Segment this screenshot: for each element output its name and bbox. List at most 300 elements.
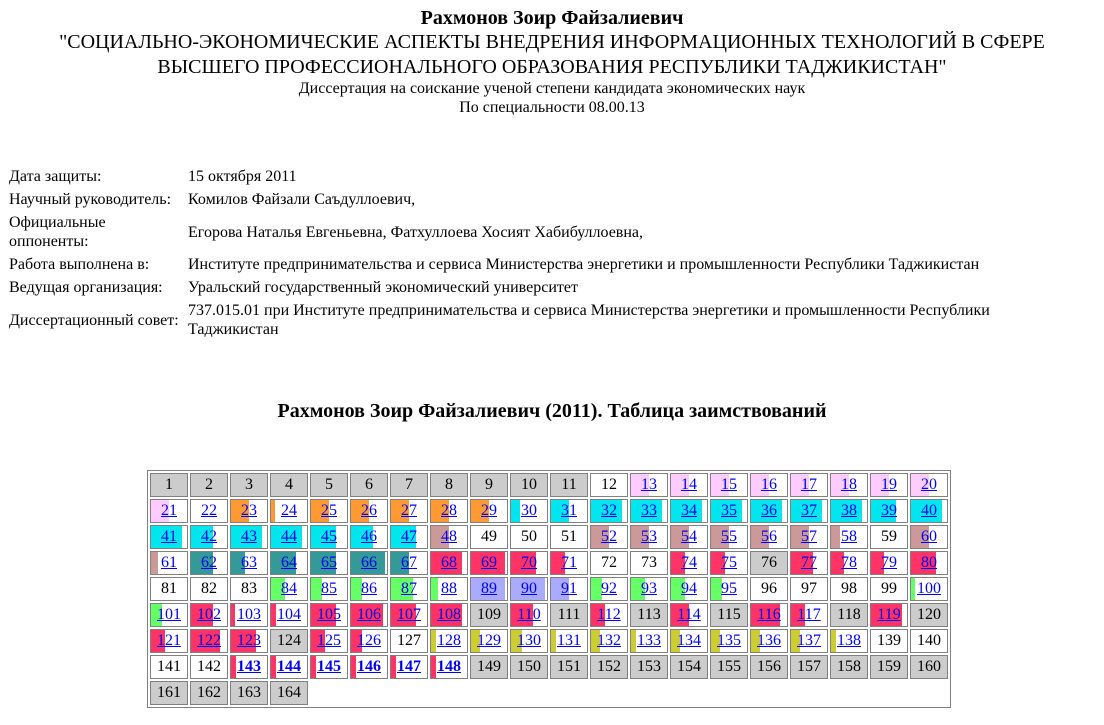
grid-cell[interactable] xyxy=(230,525,268,549)
grid-cell[interactable] xyxy=(390,655,428,679)
grid-cell[interactable] xyxy=(470,551,508,575)
page-link[interactable]: 102 xyxy=(197,606,221,623)
page-link[interactable]: 117 xyxy=(797,606,821,623)
page-link[interactable]: 86 xyxy=(361,580,377,597)
grid-cell[interactable] xyxy=(670,525,708,549)
page-link[interactable]: 39 xyxy=(881,502,897,519)
grid-cell[interactable] xyxy=(270,577,308,601)
page-link[interactable]: 68 xyxy=(441,554,457,571)
grid-cell[interactable] xyxy=(390,603,428,627)
info-label: Работа выполнена в: xyxy=(9,256,150,273)
page-link[interactable]: 95 xyxy=(721,580,737,597)
grid-row xyxy=(150,473,948,497)
specialty-line: По специальности 08.00.13 xyxy=(459,99,645,116)
page-number: 141 xyxy=(157,658,181,675)
grid-cell xyxy=(270,473,308,497)
dissertation-title-line-2: ВЫСШЕГО ПРОФЕССИОНАЛЬНОГО ОБРАЗОВАНИЯ РЕСПУБЛИКИ ТАДЖИКИСТАН" xyxy=(157,56,947,78)
grid-cell[interactable] xyxy=(670,473,708,497)
grid-cell[interactable] xyxy=(670,577,708,601)
page-link[interactable]: 133 xyxy=(637,632,661,649)
grid-cell[interactable] xyxy=(910,473,948,497)
grid-cell[interactable] xyxy=(430,603,468,627)
similarity-bar xyxy=(271,656,276,678)
page-number: 153 xyxy=(637,658,661,675)
page-link[interactable]: 32 xyxy=(601,502,617,519)
page-link[interactable]: 71 xyxy=(561,554,577,571)
page-link[interactable]: 144 xyxy=(277,658,301,675)
grid-cell[interactable] xyxy=(270,525,308,549)
page-link[interactable]: 78 xyxy=(841,554,857,571)
page-link[interactable]: 58 xyxy=(841,528,857,545)
page-link[interactable]: 105 xyxy=(317,606,341,623)
grid-cell[interactable] xyxy=(710,629,748,653)
grid-cell[interactable] xyxy=(670,603,708,627)
grid-cell[interactable] xyxy=(310,525,348,549)
page-link[interactable]: 45 xyxy=(321,528,337,545)
grid-cell[interactable] xyxy=(150,551,188,575)
page-link[interactable]: 128 xyxy=(437,632,461,649)
grid-cell xyxy=(190,473,228,497)
grid-cell[interactable] xyxy=(510,603,548,627)
grid-cell xyxy=(790,577,828,601)
page-link[interactable]: 87 xyxy=(401,580,417,597)
grid-cell[interactable] xyxy=(430,577,468,601)
page-number: 127 xyxy=(397,632,421,649)
grid-cell[interactable] xyxy=(150,525,188,549)
similarity-bar xyxy=(551,630,556,652)
page-link[interactable]: 103 xyxy=(237,606,261,623)
page-link[interactable]: 108 xyxy=(437,606,461,623)
page-link[interactable]: 77 xyxy=(801,554,817,571)
page-link[interactable]: 74 xyxy=(681,554,697,571)
page-link[interactable]: 63 xyxy=(241,554,257,571)
page-link[interactable]: 107 xyxy=(397,606,421,623)
grid-cell[interactable] xyxy=(430,525,468,549)
grid-cell[interactable] xyxy=(350,551,388,575)
page-link[interactable]: 136 xyxy=(757,632,781,649)
grid-cell[interactable] xyxy=(910,525,948,549)
grid-cell[interactable] xyxy=(790,629,828,653)
grid-cell[interactable] xyxy=(910,499,948,523)
page-link[interactable]: 91 xyxy=(561,580,577,597)
page-link[interactable]: 38 xyxy=(841,502,857,519)
page-link[interactable]: 60 xyxy=(921,528,937,545)
grid-cell[interactable] xyxy=(390,499,428,523)
grid-cell[interactable] xyxy=(430,499,468,523)
page-link[interactable]: 137 xyxy=(797,632,821,649)
page-number: 99 xyxy=(881,580,897,597)
grid-cell[interactable] xyxy=(750,473,788,497)
page-link[interactable]: 36 xyxy=(761,502,777,519)
grid-cell[interactable] xyxy=(710,577,748,601)
grid-cell xyxy=(510,655,548,679)
page-link[interactable]: 30 xyxy=(521,502,537,519)
grid-cell[interactable] xyxy=(830,499,868,523)
grid-cell[interactable] xyxy=(390,551,428,575)
grid-cell[interactable] xyxy=(790,525,828,549)
page-link[interactable]: 123 xyxy=(237,632,261,649)
grid-cell[interactable] xyxy=(590,603,628,627)
page-link[interactable]: 106 xyxy=(357,606,381,623)
grid-cell[interactable] xyxy=(510,577,548,601)
grid-cell[interactable] xyxy=(270,551,308,575)
grid-cell[interactable] xyxy=(430,551,468,575)
page-number: 115 xyxy=(717,606,741,623)
page-link[interactable]: 65 xyxy=(321,554,337,571)
page-link[interactable]: 146 xyxy=(357,658,381,675)
grid-cell[interactable] xyxy=(510,551,548,575)
grid-cell[interactable] xyxy=(550,577,588,601)
info-value: Уральский государственный экономический университет xyxy=(188,279,578,296)
grid-cell[interactable] xyxy=(830,473,868,497)
page-link[interactable]: 28 xyxy=(441,502,457,519)
grid-cell xyxy=(230,681,268,705)
grid-cell[interactable] xyxy=(550,499,588,523)
page-link[interactable]: 143 xyxy=(237,658,261,675)
similarity-bar xyxy=(271,604,276,626)
grid-cell[interactable] xyxy=(310,551,348,575)
grid-cell[interactable] xyxy=(310,499,348,523)
grid-cell[interactable] xyxy=(750,603,788,627)
page-link[interactable]: 85 xyxy=(321,580,337,597)
page-number: 163 xyxy=(237,684,261,701)
page-number: 11 xyxy=(561,476,577,493)
page-number: 8 xyxy=(445,476,453,493)
page-link[interactable]: 24 xyxy=(281,502,297,519)
borrowings-grid xyxy=(147,470,951,708)
page-link[interactable]: 31 xyxy=(561,502,577,519)
grid-cell[interactable] xyxy=(870,499,908,523)
grid-cell[interactable] xyxy=(230,655,268,679)
grid-cell[interactable] xyxy=(150,629,188,653)
page-number: 140 xyxy=(917,632,941,649)
grid-cell xyxy=(470,473,508,497)
grid-cell[interactable] xyxy=(350,629,388,653)
grid-row xyxy=(150,629,948,653)
page-link[interactable]: 14 xyxy=(681,476,697,493)
page-link[interactable]: 34 xyxy=(681,502,697,519)
grid-cell[interactable] xyxy=(470,629,508,653)
grid-cell xyxy=(870,577,908,601)
page-link[interactable]: 121 xyxy=(157,632,181,649)
grid-cell[interactable] xyxy=(790,473,828,497)
grid-cell[interactable] xyxy=(270,603,308,627)
grid-cell[interactable] xyxy=(910,551,948,575)
grid-cell[interactable] xyxy=(310,655,348,679)
info-label: Ведущая организация: xyxy=(9,279,163,296)
similarity-bar xyxy=(391,656,396,678)
grid-cell[interactable] xyxy=(350,499,388,523)
page-link[interactable]: 26 xyxy=(361,502,377,519)
grid-cell[interactable] xyxy=(310,603,348,627)
page-link[interactable]: 110 xyxy=(517,606,541,623)
grid-cell xyxy=(190,655,228,679)
page-number: 83 xyxy=(241,580,257,597)
grid-cell[interactable] xyxy=(670,499,708,523)
grid-cell[interactable] xyxy=(630,577,668,601)
page-link[interactable]: 41 xyxy=(161,528,177,545)
grid-cell[interactable] xyxy=(270,499,308,523)
page-link[interactable]: 70 xyxy=(521,554,537,571)
page-number: 158 xyxy=(837,658,861,675)
page-number: 150 xyxy=(517,658,541,675)
page-link[interactable]: 130 xyxy=(517,632,541,649)
grid-cell[interactable] xyxy=(230,603,268,627)
page-link[interactable]: 129 xyxy=(477,632,501,649)
grid-cell xyxy=(270,681,308,705)
grid-cell[interactable] xyxy=(190,525,228,549)
page-link[interactable]: 62 xyxy=(201,554,217,571)
grid-cell[interactable] xyxy=(830,551,868,575)
page-number: 161 xyxy=(157,684,181,701)
page-link[interactable]: 147 xyxy=(397,658,421,675)
grid-cell[interactable] xyxy=(590,629,628,653)
grid-cell[interactable] xyxy=(470,499,508,523)
grid-cell[interactable] xyxy=(510,499,548,523)
page-link[interactable]: 145 xyxy=(317,658,341,675)
page-link[interactable]: 23 xyxy=(241,502,257,519)
page-link[interactable]: 89 xyxy=(481,580,497,597)
page-number: 113 xyxy=(637,606,661,623)
grid-cell[interactable] xyxy=(230,499,268,523)
grid-cell[interactable] xyxy=(710,499,748,523)
dissertation-title-line-1: "СОЦИАЛЬНО-ЭКОНОМИЧЕСКИЕ АСПЕКТЫ ВНЕДРЕНИЯ ИНФОРМАЦИОННЫХ ТЕХНОЛОГИЙ В СФЕРЕ xyxy=(59,31,1045,53)
grid-cell[interactable] xyxy=(150,499,188,523)
grid-cell[interactable] xyxy=(870,473,908,497)
page-link[interactable]: 92 xyxy=(601,580,617,597)
grid-row xyxy=(150,525,948,549)
info-label: Официальные оппоненты: xyxy=(9,214,106,250)
page-link[interactable]: 125 xyxy=(317,632,341,649)
grid-cell[interactable] xyxy=(710,473,748,497)
page-number: 3 xyxy=(245,476,253,493)
page-number: 111 xyxy=(557,606,581,623)
page-link[interactable]: 101 xyxy=(157,606,181,623)
page-link[interactable]: 119 xyxy=(877,606,901,623)
page-link[interactable]: 22 xyxy=(201,502,217,519)
grid-cell xyxy=(310,473,348,497)
page-link[interactable]: 104 xyxy=(277,606,301,623)
page-link[interactable]: 40 xyxy=(921,502,937,519)
page-link[interactable]: 13 xyxy=(641,476,657,493)
grid-cell xyxy=(830,655,868,679)
grid-row xyxy=(150,603,948,627)
page-link[interactable]: 57 xyxy=(801,528,817,545)
page-link[interactable]: 135 xyxy=(717,632,741,649)
grid-cell[interactable] xyxy=(790,499,828,523)
page-link[interactable]: 93 xyxy=(641,580,657,597)
page-number: 50 xyxy=(521,528,537,545)
page-link[interactable]: 122 xyxy=(197,632,221,649)
grid-cell xyxy=(230,473,268,497)
page-number: 82 xyxy=(201,580,217,597)
page-link[interactable]: 16 xyxy=(761,476,777,493)
grid-cell xyxy=(710,655,748,679)
page-link[interactable]: 25 xyxy=(321,502,337,519)
grid-cell xyxy=(910,603,948,627)
grid-cell[interactable] xyxy=(350,603,388,627)
grid-cell[interactable] xyxy=(590,499,628,523)
page-link[interactable]: 20 xyxy=(921,476,937,493)
page-number: 7 xyxy=(405,476,413,493)
grid-cell[interactable] xyxy=(870,551,908,575)
page-link[interactable]: 66 xyxy=(361,554,377,571)
page-link[interactable]: 35 xyxy=(721,502,737,519)
page-link[interactable]: 112 xyxy=(597,606,621,623)
page-link[interactable]: 46 xyxy=(361,528,377,545)
page-link[interactable]: 138 xyxy=(837,632,861,649)
grid-cell[interactable] xyxy=(430,655,468,679)
similarity-bar xyxy=(431,578,438,600)
page-link[interactable]: 54 xyxy=(681,528,697,545)
grid-cell xyxy=(430,473,468,497)
page-link[interactable]: 94 xyxy=(681,580,697,597)
grid-cell[interactable] xyxy=(630,525,668,549)
grid-cell[interactable] xyxy=(710,551,748,575)
grid-cell[interactable] xyxy=(270,655,308,679)
grid-cell xyxy=(630,655,668,679)
page-link[interactable]: 88 xyxy=(441,580,457,597)
page-link[interactable]: 15 xyxy=(721,476,737,493)
page-number: 76 xyxy=(761,554,777,571)
grid-cell xyxy=(670,655,708,679)
author-name: Рахмонов Зоир Файзалиевич xyxy=(420,7,684,29)
grid-cell[interactable] xyxy=(710,525,748,549)
page-link[interactable]: 132 xyxy=(597,632,621,649)
page-link[interactable]: 126 xyxy=(357,632,381,649)
grid-cell[interactable] xyxy=(630,499,668,523)
grid-cell[interactable] xyxy=(390,577,428,601)
page-number: 49 xyxy=(481,528,497,545)
grid-cell[interactable] xyxy=(310,629,348,653)
grid-cell[interactable] xyxy=(350,655,388,679)
page-link[interactable]: 67 xyxy=(401,554,417,571)
page-number: 96 xyxy=(761,580,777,597)
page-link[interactable]: 21 xyxy=(161,502,177,519)
page-link[interactable]: 33 xyxy=(641,502,657,519)
page-link[interactable]: 69 xyxy=(481,554,497,571)
grid-cell[interactable] xyxy=(150,603,188,627)
page-link[interactable]: 29 xyxy=(481,502,497,519)
page-link[interactable]: 37 xyxy=(801,502,817,519)
page-link[interactable]: 43 xyxy=(241,528,257,545)
grid-cell[interactable] xyxy=(870,603,908,627)
grid-cell[interactable] xyxy=(190,499,228,523)
page-link[interactable]: 100 xyxy=(917,580,941,597)
page-number: 98 xyxy=(841,580,857,597)
grid-cell[interactable] xyxy=(910,577,948,601)
grid-cell[interactable] xyxy=(830,629,868,653)
page-link[interactable]: 42 xyxy=(201,528,217,545)
page-link[interactable]: 116 xyxy=(757,606,781,623)
grid-cell[interactable] xyxy=(390,525,428,549)
grid-cell[interactable] xyxy=(670,629,708,653)
page-link[interactable]: 148 xyxy=(437,658,461,675)
grid-cell[interactable] xyxy=(310,577,348,601)
grid-cell[interactable] xyxy=(750,525,788,549)
page-link[interactable]: 114 xyxy=(677,606,701,623)
page-link[interactable]: 55 xyxy=(721,528,737,545)
page-link[interactable]: 48 xyxy=(441,528,457,545)
page-link[interactable]: 84 xyxy=(281,580,297,597)
grid-cell xyxy=(550,655,588,679)
grid-cell[interactable] xyxy=(550,551,588,575)
grid-cell[interactable] xyxy=(590,577,628,601)
page-link[interactable]: 47 xyxy=(401,528,417,545)
grid-cell[interactable] xyxy=(630,473,668,497)
page-link[interactable]: 75 xyxy=(721,554,737,571)
page-link[interactable]: 64 xyxy=(281,554,297,571)
page-link[interactable]: 134 xyxy=(677,632,701,649)
similarity-bar xyxy=(271,500,275,522)
grid-cell[interactable] xyxy=(830,525,868,549)
page-link[interactable]: 131 xyxy=(557,632,581,649)
page-link[interactable]: 44 xyxy=(281,528,297,545)
similarity-bar xyxy=(311,656,316,678)
page-link[interactable]: 19 xyxy=(881,476,897,493)
page-number: 81 xyxy=(161,580,177,597)
page-link[interactable]: 18 xyxy=(841,476,857,493)
page-link[interactable]: 56 xyxy=(761,528,777,545)
page-link[interactable]: 80 xyxy=(921,554,937,571)
similarity-bar xyxy=(831,526,840,548)
grid-cell xyxy=(790,655,828,679)
page-link[interactable]: 27 xyxy=(401,502,417,519)
grid-cell[interactable] xyxy=(470,577,508,601)
grid-cell[interactable] xyxy=(750,499,788,523)
grid-cell[interactable] xyxy=(630,629,668,653)
grid-cell xyxy=(710,603,748,627)
grid-cell[interactable] xyxy=(790,603,828,627)
grid-cell[interactable] xyxy=(750,629,788,653)
grid-cell xyxy=(190,681,228,705)
page-link[interactable]: 90 xyxy=(521,580,537,597)
page-number: 156 xyxy=(757,658,781,675)
page-link[interactable]: 52 xyxy=(601,528,617,545)
info-value: Институте предпринимательства и сервиса Министерства энергетики и промышленности Республики Таджикистан xyxy=(188,256,980,273)
page-number: 120 xyxy=(917,606,941,623)
grid-cell[interactable] xyxy=(790,551,828,575)
grid-cell[interactable] xyxy=(190,603,228,627)
grid-cell xyxy=(550,473,588,497)
grid-cell xyxy=(190,577,228,601)
grid-cell[interactable] xyxy=(350,525,388,549)
grid-cell[interactable] xyxy=(430,629,468,653)
page-link[interactable]: 53 xyxy=(641,528,657,545)
info-value: Комилов Файзали Саъдуллоевич, xyxy=(188,191,416,208)
grid-cell[interactable] xyxy=(590,525,628,549)
grid-cell[interactable] xyxy=(510,629,548,653)
grid-cell[interactable] xyxy=(550,629,588,653)
grid-cell xyxy=(750,577,788,601)
page-link[interactable]: 61 xyxy=(161,554,177,571)
similarity-bar xyxy=(431,630,436,652)
grid-cell[interactable] xyxy=(350,577,388,601)
grid-row xyxy=(150,681,948,705)
grid-cell[interactable] xyxy=(230,629,268,653)
similarity-bar xyxy=(431,656,436,678)
grid-cell xyxy=(910,655,948,679)
grid-cell[interactable] xyxy=(190,551,228,575)
grid-cell[interactable] xyxy=(670,551,708,575)
grid-cell[interactable] xyxy=(230,551,268,575)
page-link[interactable]: 17 xyxy=(801,476,817,493)
page-link[interactable]: 79 xyxy=(881,554,897,571)
grid-cell[interactable] xyxy=(190,629,228,653)
similarity-bar xyxy=(511,500,520,522)
page-number: 1 xyxy=(165,476,173,493)
grid-row xyxy=(150,577,948,601)
